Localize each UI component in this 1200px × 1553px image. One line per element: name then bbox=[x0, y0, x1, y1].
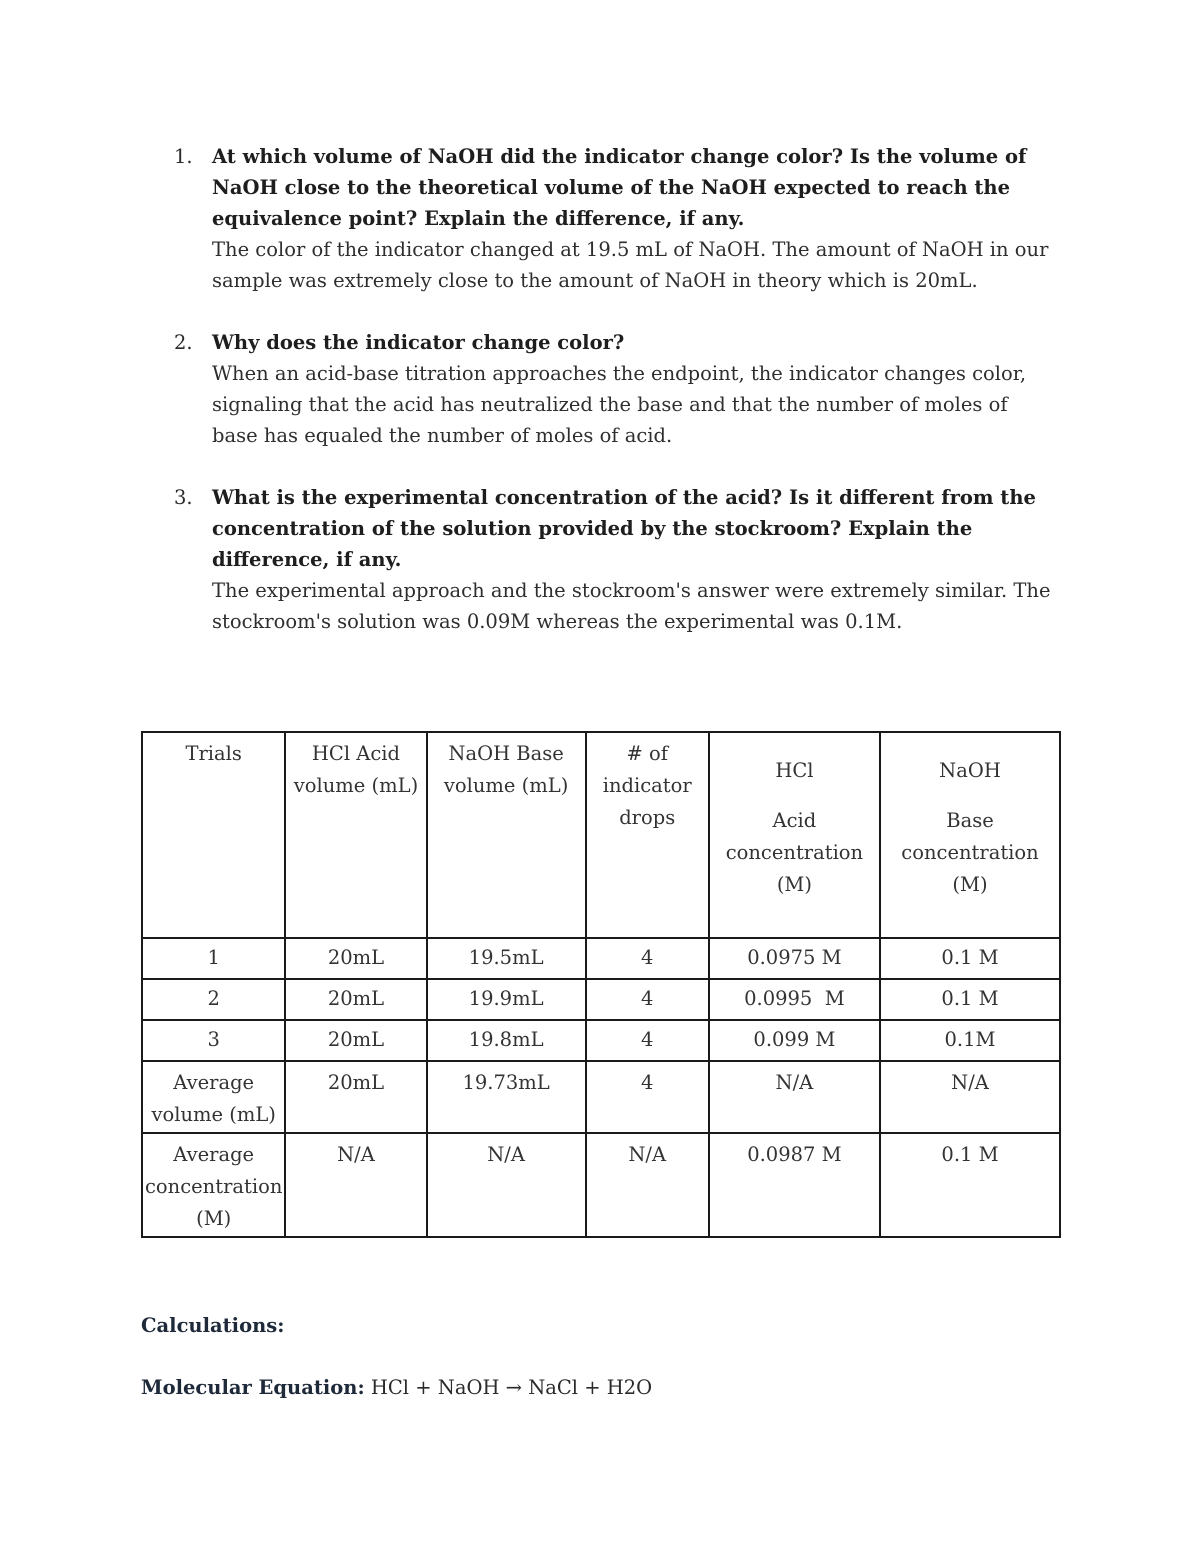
header-naoh-conc-bottom: Base concentration (M) bbox=[901, 809, 1039, 896]
table-row-average-concentration bbox=[142, 1133, 1060, 1237]
table-cell: 0.0975 M bbox=[709, 938, 880, 979]
table-header-row bbox=[142, 732, 1060, 938]
header-trials: Trials bbox=[142, 732, 285, 938]
question-item bbox=[174, 141, 1054, 296]
table-cell: 4 bbox=[586, 1061, 709, 1133]
table-cell: 0.1 M bbox=[880, 938, 1060, 979]
question-number: 3. bbox=[174, 486, 193, 509]
question-item bbox=[174, 327, 1054, 451]
table-cell: 3 bbox=[142, 1020, 285, 1061]
table-cell: 1 bbox=[142, 938, 285, 979]
question-list bbox=[174, 141, 1054, 668]
table-cell: 4 bbox=[586, 1020, 709, 1061]
table-cell: 0.1 M bbox=[880, 979, 1060, 1020]
table-cell: 19.5mL bbox=[427, 938, 586, 979]
equation-text: HCl + NaOH → NaCl + H2O bbox=[370, 1376, 653, 1399]
header-hcl-conc-top: HCl bbox=[775, 759, 814, 782]
table-cell: 20mL bbox=[285, 938, 426, 979]
table-cell: 20mL bbox=[285, 979, 426, 1020]
equation-label: Molecular Equation: bbox=[141, 1376, 365, 1399]
table-cell: 0.0995 M bbox=[709, 979, 880, 1020]
header-naoh-volume: NaOH Base volume (mL) bbox=[427, 732, 586, 938]
table-cell: N/A bbox=[285, 1133, 426, 1237]
table-row bbox=[142, 979, 1060, 1020]
table-row-average-volume bbox=[142, 1061, 1060, 1133]
table-cell: 19.73mL bbox=[427, 1061, 586, 1133]
table-cell: 19.8mL bbox=[427, 1020, 586, 1061]
molecular-equation bbox=[141, 1376, 652, 1399]
header-naoh-conc-top: NaOH bbox=[939, 759, 1001, 782]
table-cell: 20mL bbox=[285, 1061, 426, 1133]
table-cell: Average concentration (M) bbox=[142, 1133, 285, 1237]
question-text: Why does the indicator change color? bbox=[212, 331, 625, 354]
table-cell: N/A bbox=[709, 1061, 880, 1133]
question-text: What is the experimental concentration of the acid? Is it different from the concentration of the solution provided by the stockroom? Explain the difference, if any. bbox=[212, 486, 1036, 571]
table-cell: N/A bbox=[586, 1133, 709, 1237]
answer-text: When an acid-base titration approaches the endpoint, the indicator changes color, signaling that the acid has neutralized the base and that the number of moles of base has equaled the number of moles of acid. bbox=[212, 362, 1027, 447]
header-indicator-drops: # of indicator drops bbox=[586, 732, 709, 938]
table-cell: 0.1M bbox=[880, 1020, 1060, 1061]
table-cell: N/A bbox=[880, 1061, 1060, 1133]
question-number: 1. bbox=[174, 145, 193, 168]
calculations-heading: Calculations: bbox=[141, 1314, 285, 1337]
answer-text: The experimental approach and the stockroom's answer were extremely similar. The stockroom's solution was 0.09M whereas the experimental was 0.1M. bbox=[212, 579, 1051, 633]
header-hcl-volume: HCl Acid volume (mL) bbox=[285, 732, 426, 938]
header-hcl-concentration bbox=[709, 732, 880, 938]
question-item bbox=[174, 482, 1054, 637]
table-row bbox=[142, 938, 1060, 979]
table-cell: 4 bbox=[586, 979, 709, 1020]
header-naoh-concentration bbox=[880, 732, 1060, 938]
table-cell: Average volume (mL) bbox=[142, 1061, 285, 1133]
header-hcl-conc-bottom: Acid concentration (M) bbox=[725, 809, 864, 896]
table-cell: 0.1 M bbox=[880, 1133, 1060, 1237]
table-cell: 20mL bbox=[285, 1020, 426, 1061]
answer-text: The color of the indicator changed at 19.5 mL of NaOH. The amount of NaOH in our sample was extremely close to the amount of NaOH in theory which is 20mL. bbox=[212, 238, 1049, 292]
table-cell: 19.9mL bbox=[427, 979, 586, 1020]
table-cell: 2 bbox=[142, 979, 285, 1020]
table-cell: 4 bbox=[586, 938, 709, 979]
table-row bbox=[142, 1020, 1060, 1061]
table-cell: 0.0987 M bbox=[709, 1133, 880, 1237]
table-cell: 0.099 M bbox=[709, 1020, 880, 1061]
titration-data-table bbox=[141, 731, 1061, 1238]
question-text: At which volume of NaOH did the indicator change color? Is the volume of NaOH close to the theoretical volume of the NaOH expected to reach the equivalence point? Explain the difference, if any. bbox=[212, 145, 1027, 230]
table-cell: N/A bbox=[427, 1133, 586, 1237]
question-number: 2. bbox=[174, 331, 193, 354]
